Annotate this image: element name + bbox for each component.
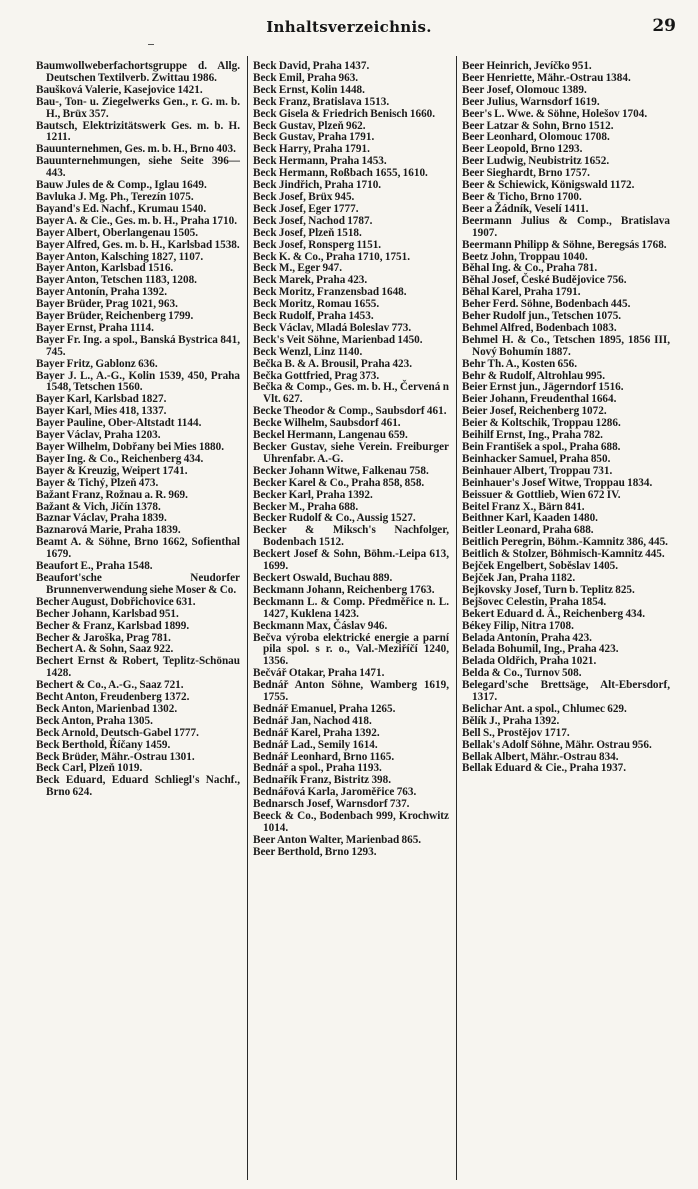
index-entry: Bayer Albert, Oberlangenau 1505. — [36, 226, 199, 239]
index-entry: Bečka & Comp., Ges. m. b. H., Červená n Vlt. 627. — [253, 381, 449, 406]
index-entry: Bednář Jan, Nachod 418. — [253, 714, 372, 727]
index-entry: Beer a Žádník, Veselí 1411. — [462, 202, 589, 215]
index-entry: Beck Josef, Plzeň 1518. — [253, 226, 362, 239]
index-entry: Bell S., Prostějov 1717. — [462, 726, 570, 739]
index-entry: Becker & Miksch's Nachfolger, Bodenbach 1512. — [253, 524, 449, 549]
index-entry: Bayer Fr. Ing. a spol., Banská Bystrica 841, 745. — [36, 333, 240, 358]
index-entry: Beaufort E., Praha 1548. — [36, 560, 153, 573]
index-entry: Bednář Anton Söhne, Wamberg 1619, 1755. — [253, 679, 449, 704]
column-divider — [247, 56, 248, 1180]
index-entry: Beck Brüder, Mähr.-Ostrau 1301. — [36, 750, 195, 763]
index-entry: Belada Bohumil, Ing., Praha 423. — [462, 643, 619, 656]
index-entry: Belada Oldřich, Praha 1021. — [462, 655, 597, 668]
index-entry: Beck Ernst, Kolin 1448. — [253, 83, 365, 96]
index-entry: Bau-, Ton- u. Ziegelwerks Gen., r. G. m. b. H., Brüx 357. — [36, 95, 240, 120]
index-entry: Beinhauer's Josef Witwe, Troppau 1834. — [462, 476, 653, 489]
index-entry: Bednář Lad., Semily 1614. — [253, 738, 378, 751]
index-entry: Beitlich & Stolzer, Böhmisch-Kamnitz 445. — [462, 548, 665, 561]
index-entry: Bellak Albert, Mähr.-Ostrau 834. — [462, 750, 619, 763]
index-entry: Beckmann Max, Čáslav 946. — [253, 619, 388, 632]
index-entry: Beer & Schiewick, Königswald 1172. — [462, 179, 635, 192]
index-entry: Bayer Anton, Karlsbad 1516. — [36, 262, 174, 275]
index-entry: Bechert A. & Sohn, Saaz 922. — [36, 643, 174, 656]
index-entry: Beer & Ticho, Brno 1700. — [462, 190, 582, 203]
index-entry: Beck Moritz, Franzensbad 1648. — [253, 286, 407, 299]
index-entry: Becker M., Praha 688. — [253, 500, 359, 513]
index-entry: Bautsch, Elektrizitätswerk Ges. m. b. H. 1211. — [36, 119, 240, 144]
index-entry: Beck Moritz, Romau 1655. — [253, 298, 380, 311]
index-entry: Beitel Franz X., Bärn 841. — [462, 500, 585, 513]
index-entry: Behr & Rudolf, Altrohlau 995. — [462, 369, 606, 382]
index-entry: Bauw Jules de & Comp., Iglau 1649. — [36, 179, 207, 192]
index-entry: Bayer Pauline, Ober-Altstadt 1144. — [36, 417, 202, 430]
index-entry: Beer's L. Wwe. & Söhne, Holešov 1704. — [462, 107, 648, 120]
index-entry: Bejček Jan, Praha 1182. — [462, 571, 576, 584]
index-entry: Becher August, Dobřichovice 631. — [36, 595, 196, 608]
index-entry: Behmel Alfred, Bodenbach 1083. — [462, 321, 617, 334]
index-entry: Beck Arnold, Deutsch-Gabel 1777. — [36, 726, 199, 739]
index-entry: Bělík J., Praha 1392. — [462, 714, 560, 727]
index-entry: Bažant & Vich, Jičín 1378. — [36, 500, 161, 513]
index-entry: Beetz John, Troppau 1040. — [462, 250, 588, 263]
index-entry: Beer Latzar & Sohn, Brno 1512. — [462, 119, 614, 132]
index-entry: Beier Ernst jun., Jägerndorf 1516. — [462, 381, 624, 394]
index-entry: Baznar Václav, Praha 1839. — [36, 512, 167, 525]
index-entry: Beck Eduard, Eduard Schliegl's Nachf., Brno 624. — [36, 774, 240, 799]
index-entry: Becker Rudolf & Co., Aussig 1527. — [253, 512, 416, 525]
index-entry: Beckmann L. & Comp. Předměřice n. L. 1427, Kuklena 1423. — [253, 595, 449, 620]
index-entry: Beck Emil, Praha 963. — [253, 71, 359, 84]
index-entry: Beihilf Ernst, Ing., Praha 782. — [462, 429, 603, 442]
index-entry: Beck David, Praha 1437. — [253, 60, 370, 72]
index-entry: Beckert Oswald, Buchau 889. — [253, 571, 393, 584]
index-entry: Běhal Ing. & Co., Praha 781. — [462, 262, 598, 275]
index-entry: Beck Josef, Eger 1777. — [253, 202, 359, 215]
index-entry: Becker Gustav, siehe Verein. Freiburger Uhrenfabr. A.-G. — [253, 441, 449, 465]
index-entry: Beck M., Eger 947. — [253, 262, 343, 275]
index-entry: Bednář a spol., Praha 1193. — [253, 762, 382, 775]
index-entry: Beaufort'sche Neudorfer Brunnenverwendung siehe Moser & Co. — [36, 571, 240, 596]
index-entry: Beck Marek, Praha 423. — [253, 274, 368, 287]
index-entry: Beck Anton, Praha 1305. — [36, 714, 153, 727]
index-entry: Bednařík Franz, Bistritz 398. — [253, 774, 392, 787]
index-entry: Becher & Franz, Karlsbad 1899. — [36, 619, 190, 632]
index-entry: Bechert Ernst & Robert, Teplitz-Schönau 1428. — [36, 655, 240, 680]
index-entry: Bednář Karel, Praha 1392. — [253, 726, 380, 739]
index-entry: Bayand's Ed. Nachf., Krumau 1540. — [36, 202, 207, 215]
index-entry: Beckmann Johann, Reichenberg 1763. — [253, 583, 435, 596]
index-entry: Bayer Antonín, Praha 1392. — [36, 286, 168, 299]
index-entry: Bayer Karl, Mies 418, 1337. — [36, 405, 167, 418]
index-entry: Belada Antonín, Praha 423. — [462, 631, 592, 644]
index-entry: Beck Franz, Bratislava 1513. — [253, 95, 390, 108]
index-entry: Beck K. & Co., Praha 1710, 1751. — [253, 250, 411, 263]
index-entry: Becher & Jaroška, Prag 781. — [36, 631, 171, 644]
index-entry: Beck Wenzl, Linz 1140. — [253, 345, 363, 358]
index-entry: Beck Gisela & Friedrich Benisch 1660. — [253, 107, 436, 120]
index-entry: Běhal Josef, České Budějovice 756. — [462, 274, 627, 287]
index-entry: Beer Heinrich, Jevíčko 951. — [462, 60, 592, 72]
index-column-1 — [36, 61, 240, 799]
index-entry: Bečvář Otakar, Praha 1471. — [253, 667, 385, 680]
index-entry: Becker Karel & Co., Praha 858, 858. — [253, 476, 425, 489]
index-entry: Beck Carl, Plzeň 1019. — [36, 762, 143, 775]
index-entry: Beer Sieghardt, Brno 1757. — [462, 167, 590, 180]
column-divider — [456, 56, 457, 1180]
index-entry: Beitlich Peregrin, Böhm.-Kamnitz 386, 445. — [462, 536, 668, 549]
index-entry: Bayer Fritz, Gablonz 636. — [36, 357, 158, 370]
index-entry: Bayer J. L., A.-G., Kolin 1539, 450, Praha 1548, Tetschen 1560. — [36, 369, 240, 394]
index-entry: Beckert Josef & Sohn, Böhm.-Leipa 613, 1699. — [253, 548, 449, 573]
index-entry: Bavluka J. Mg. Ph., Terezín 1075. — [36, 190, 194, 203]
index-entry: Beer Leonhard, Olomouc 1708. — [462, 131, 610, 144]
index-entry: Beck Hermann, Praha 1453. — [253, 155, 387, 168]
index-entry: Bayer Brüder, Reichenberg 1799. — [36, 310, 194, 323]
index-entry: Beinhauer Albert, Troppau 731. — [462, 464, 613, 477]
index-entry: Běhal Karel, Praha 1791. — [462, 286, 581, 299]
index-entry: Beier & Koltschik, Troppau 1286. — [462, 417, 621, 430]
index-entry: Beck Josef, Nachod 1787. — [253, 214, 373, 227]
index-entry: Bayer Wilhelm, Dobřany bei Mies 1880. — [36, 441, 224, 453]
index-entry: Beer Josef, Olomouc 1389. — [462, 83, 587, 96]
index-entry: Bauunternehmungen, siehe Seite 396—443. — [36, 155, 240, 180]
index-entry: Bechert & Co., A.-G., Saaz 721. — [36, 679, 184, 692]
index-entry: Beck Berthold, Říčany 1459. — [36, 738, 171, 751]
page-number: 29 — [652, 16, 676, 36]
index-entry: Beissuer & Gottlieb, Wien 672 IV. — [462, 488, 621, 501]
index-entry: Belda & Co., Turnov 508. — [462, 667, 582, 680]
index-entry: Beck Gustav, Praha 1791. — [253, 131, 375, 144]
index-entry: Beamt A. & Söhne, Brno 1662, Sofienthal 1679. — [36, 536, 240, 561]
index-entry: Bayer Brüder, Prag 1021, 963. — [36, 298, 178, 311]
index-entry: Becker Karl, Praha 1392. — [253, 488, 373, 501]
index-entry: Bellak Eduard & Cie., Praha 1937. — [462, 762, 627, 775]
index-entry: Bayer Anton, Tetschen 1183, 1208. — [36, 274, 197, 287]
index-entry: Beck Václav, Mladá Boleslav 773. — [253, 321, 412, 334]
index-entry: Beck Gustav, Plzeň 962. — [253, 119, 366, 132]
index-entry: Becher Johann, Karlsbad 951. — [36, 607, 179, 620]
index-entry: Bayer Václav, Praha 1203. — [36, 429, 161, 442]
print-mark — [148, 44, 154, 45]
index-entry: Bednář Leonhard, Brno 1165. — [253, 750, 395, 763]
index-column-2 — [253, 61, 449, 859]
index-column-3 — [462, 61, 670, 775]
index-entry: Beer Leopold, Brno 1293. — [462, 143, 583, 156]
index-entry: Bayer Anton, Kalsching 1827, 1107. — [36, 250, 204, 263]
index-entry: Becht Anton, Freudenberg 1372. — [36, 691, 190, 704]
index-entry: Bein František a spol., Praha 688. — [462, 441, 621, 453]
index-entry: Beck Anton, Marienbad 1302. — [36, 702, 178, 715]
index-entry: Beier Johann, Freudenthal 1664. — [462, 393, 617, 406]
index-entry: Beer Ludwig, Neubistritz 1652. — [462, 155, 610, 168]
index-entry: Behmel H. & Co., Tetschen 1895, 1856 III, Nový Bohumín 1887. — [462, 333, 670, 358]
index-entry: Beer Henriette, Mähr.-Ostrau 1384. — [462, 71, 631, 84]
index-entry: Bednarsch Josef, Warnsdorf 737. — [253, 798, 410, 811]
index-entry: Békey Filip, Nitra 1708. — [462, 619, 574, 632]
index-entry: Beher Rudolf jun., Tetschen 1075. — [462, 310, 622, 323]
index-entry: Bažant Franz, Rožnau a. R. 969. — [36, 488, 188, 501]
index-entry: Beher Ferd. Söhne, Bodenbach 445. — [462, 298, 631, 311]
index-entry: Bečka Gottfried, Prag 373. — [253, 369, 380, 382]
index-entry: Beck Rudolf, Praha 1453. — [253, 310, 374, 323]
index-entry: Beer Julius, Warnsdorf 1619. — [462, 95, 600, 108]
index-entry: Belegard'sche Brettsäge, Alt-Ebersdorf, 1317. — [462, 679, 670, 704]
index-entry: Beermann Philipp & Söhne, Beregsás 1768. — [462, 238, 667, 251]
index-entry: Bayer Alfred, Ges. m. b. H., Karlsbad 1538. — [36, 238, 240, 251]
index-entry: Bayer A. & Cie., Ges. m. b. H., Praha 1710. — [36, 214, 238, 227]
index-entry: Baumwollweberfachortsgruppe d. Allg. Deutschen Textilverb. Zwittau 1986. — [36, 60, 240, 84]
index-entry: Beer Berthold, Brno 1293. — [253, 845, 377, 858]
index-entry: Bayer & Kreuzig, Weipert 1741. — [36, 464, 188, 477]
index-entry: Bednářová Karla, Jaroměřice 763. — [253, 786, 417, 799]
index-entry: Beier Josef, Reichenberg 1072. — [462, 405, 607, 418]
index-entry: Bellak's Adolf Söhne, Mähr. Ostrau 956. — [462, 738, 652, 751]
index-entry: Bečva výroba elektrické energie a parní pila spol. s r. o., Val.-Meziříčí 1240, 1356. — [253, 631, 449, 668]
index-entry: Beck Josef, Ronsperg 1151. — [253, 238, 382, 251]
index-entry: Becke Wilhelm, Saubsdorf 461. — [253, 417, 401, 430]
index-entry: Belichar Ant. a spol., Chlumec 629. — [462, 702, 627, 715]
index-entry: Beinhacker Samuel, Praha 850. — [462, 452, 611, 465]
index-entry: Beck's Veit Söhne, Marienbad 1450. — [253, 333, 423, 346]
index-entry: Bednář Emanuel, Praha 1265. — [253, 702, 396, 715]
index-entry: Baznarová Marie, Praha 1839. — [36, 524, 181, 537]
index-entry: Beck Jindřich, Praha 1710. — [253, 179, 382, 192]
index-entry: Bayer Karl, Karlsbad 1827. — [36, 393, 167, 406]
page-header — [0, 14, 698, 44]
index-entry: Becker Johann Witwe, Falkenau 758. — [253, 464, 429, 477]
index-entry: Beitler Leonard, Praha 688. — [462, 524, 594, 537]
index-entry: Bejček Engelbert, Soběslav 1405. — [462, 560, 619, 573]
index-entry: Bečka B. & A. Brousil, Praha 423. — [253, 357, 413, 370]
index-entry: Bayer Ing. & Co., Reichenberg 434. — [36, 452, 204, 465]
index-entry: Beermann Julius & Comp., Bratislava 1907. — [462, 214, 670, 239]
index-entry: Bauunternehmen, Ges. m. b. H., Brno 403. — [36, 143, 236, 156]
index-entry: Beithner Karl, Kaaden 1480. — [462, 512, 598, 525]
index-entry: Bekert Eduard d. Ä., Reichenberg 434. — [462, 607, 646, 620]
index-entry: Beckel Hermann, Langenau 659. — [253, 429, 408, 442]
index-entry: Bayer Ernst, Praha 1114. — [36, 321, 154, 334]
index-entry: Bejkovsky Josef, Turn b. Teplitz 825. — [462, 583, 635, 596]
index-entry: Bejšovec Celestin, Praha 1854. — [462, 595, 607, 608]
index-entry: Beck Josef, Brüx 945. — [253, 190, 355, 203]
index-entry: Beck Harry, Praha 1791. — [253, 143, 370, 156]
index-entry: Beer Anton Walter, Marienbad 865. — [253, 833, 422, 846]
index-entry: Becke Theodor & Comp., Saubsdorf 461. — [253, 405, 447, 418]
page-title: Inhaltsverzeichnis. — [266, 18, 432, 36]
index-entry: Bayer & Tichý, Plzeň 473. — [36, 476, 159, 489]
index-entry: Baušková Valerie, Kasejovice 1421. — [36, 83, 203, 96]
index-entry: Behr Th. A., Kosten 656. — [462, 357, 578, 370]
index-entry: Beeck & Co., Bodenbach 999, Krochwitz 1014. — [253, 810, 449, 834]
index-entry: Beck Hermann, Roßbach 1655, 1610. — [253, 167, 428, 180]
